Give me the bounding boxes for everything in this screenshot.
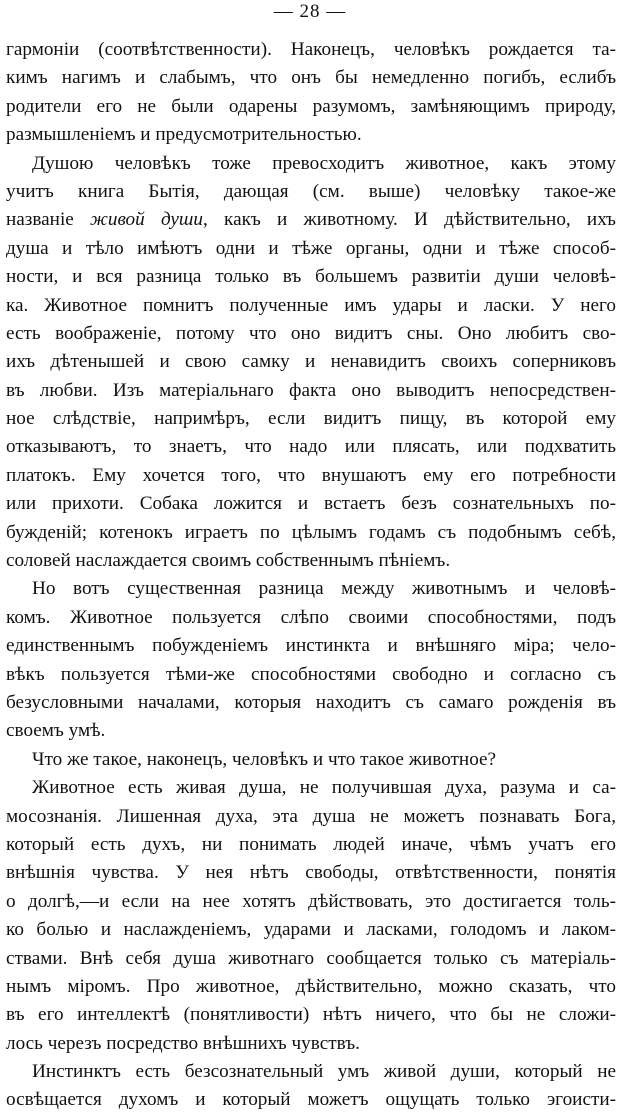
text-line: Душою человѣкъ тоже превосходитъ животное, какъ этому xyxy=(32,152,616,174)
text-line: мосознанія. Лишенная духа, эта душа не можетъ познавать Бога, xyxy=(6,805,616,827)
text-line: который есть духъ, ни понимать людей иначе, чѣмъ учатъ его xyxy=(6,833,616,855)
paragraph xyxy=(0,1058,620,1115)
text-line: комъ. Животное пользуется слѣпо своими способностями, подъ xyxy=(6,606,616,628)
text-line: ствами. Внѣ себя душа животнаго сообщается только съ матеріаль- xyxy=(6,947,616,969)
text-line: о долгѣ,—и если на нее хотятъ дѣйствовать, это достигается толь- xyxy=(6,890,616,912)
text-line: душа и тѣло имѣютъ одни и тѣже органы, одни и тѣже способ- xyxy=(6,237,616,259)
text-line: лось черезъ посредство внѣшнихъ чувствъ. xyxy=(6,1032,360,1054)
text-line: Но вотъ существенная разница между животнымъ и человѣ- xyxy=(32,578,616,600)
text-line: есть воображеніе, потому что оно видитъ сны. Оно любитъ сво- xyxy=(6,322,616,344)
text-line: платокъ. Ему хочется того, что внушаютъ ему его потребности xyxy=(6,464,616,486)
text-line: ихъ дѣтенышей и свою самку и ненавидитъ своихъ соперниковъ xyxy=(6,351,616,373)
text-line: бужденій; котенокъ играетъ по цѣлымъ годамъ съ подобнымъ себѣ, xyxy=(6,521,616,543)
paragraph xyxy=(0,150,620,576)
italic-text: живой души xyxy=(90,209,204,231)
text-line: ка. Животное помнитъ полученные имъ удары и ласки. У него xyxy=(6,294,616,316)
paragraph xyxy=(0,36,620,150)
text-line: Инстинктъ есть безсознательный умъ живой души, который не xyxy=(32,1061,616,1083)
text-line: отказываютъ, то знаетъ, что надо или плясать, или подхватить xyxy=(6,436,616,458)
text-line: въ его интеллектѣ (понятливости) нѣтъ ничего, что бы не сложи- xyxy=(6,1004,616,1026)
text-line: ное слѣдствіе, напримѣръ, если видитъ пищу, въ которой ему xyxy=(6,408,616,430)
text-line: кимъ нагимъ и слабымъ, что онъ бы немедленно погибъ, еслибъ xyxy=(6,67,616,89)
paragraph xyxy=(0,575,620,745)
text-line: Животное есть живая душа, не получившая духа, разума и са- xyxy=(32,777,616,799)
text-line: ности, и вся разница только въ большемъ развитіи души человѣ- xyxy=(6,266,616,288)
text-line: единственнымъ побужденіемъ инстинкта и внѣшняго міра; чело- xyxy=(6,635,616,657)
text-line: Что же такое, наконецъ, человѣкъ и что такое животное? xyxy=(32,748,497,770)
text-line: освѣщается духомъ и который можетъ ощущать только эгоисти- xyxy=(6,1089,616,1111)
text-line: размышленіемъ и предусмотрительностью. xyxy=(6,124,362,146)
text-line: безусловными началами, которыя находитъ съ самаго рожденія въ xyxy=(6,691,616,713)
text-line: гармоніи (соотвѣтственности). Наконецъ, человѣкъ рождается та- xyxy=(6,39,616,60)
text-line: нымъ міромъ. Про животное, дѣйствительно, можно сказать, что xyxy=(6,975,616,997)
paragraph xyxy=(0,746,620,774)
text-line: соловей наслаждается своимъ собственнымъ пѣніемъ. xyxy=(6,550,451,572)
text-line: въ любви. Изъ матеріальнаго факта оно выводитъ непосредствен- xyxy=(6,379,616,401)
body-text xyxy=(0,36,620,1115)
text-line: ко болью и наслажденіемъ, ударами и ласками, голодомъ и лаком- xyxy=(6,919,616,941)
text-line: своемъ умѣ. xyxy=(6,720,106,742)
text-line: учитъ книга Бытія, дающая (см. выше) человѣку такое-же xyxy=(6,180,616,202)
page-number: — 28 — xyxy=(273,1,347,22)
text-line: или прихоти. Собака ложится и встаетъ безъ сознательныхъ по- xyxy=(6,493,616,515)
text-line: вѣкъ пользуется тѣми-же способностями свободно и согласно съ xyxy=(6,663,616,685)
text-line: родители его не были одарены разумомъ, замѣняющимъ природу, xyxy=(6,95,616,117)
paragraph xyxy=(0,774,620,1058)
text-line: внѣшнія чувства. У нея нѣтъ свободы, отвѣтственности, понятія xyxy=(6,862,616,884)
text-line: названіе живой души, какъ и животному. И дѣйствительно, ихъ xyxy=(6,209,616,231)
